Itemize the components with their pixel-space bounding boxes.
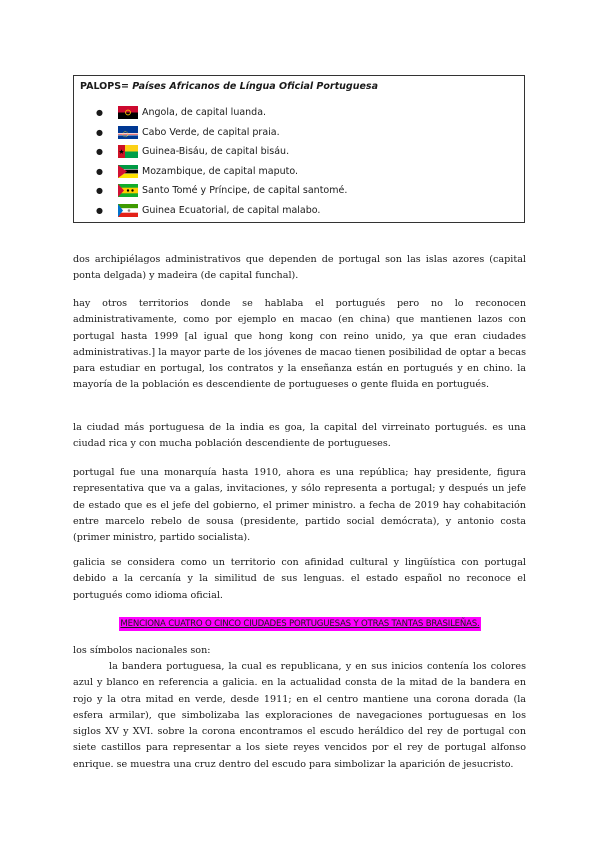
paragraph-galicia: galicia se considera como un territorio con afinidad cultural y lingüística con portugal debido a la cercanía y la similitud de sus lenguas. el estado español no reconoce el portugués como idioma oficial.	[73, 557, 526, 601]
country-list	[96, 103, 347, 220]
highlight-container	[85, 613, 515, 631]
paragraph-government: portugal fue una monarquía hasta 1910, ahora es una república; hay presidente, figura representativa que va a galas, invitaciones, y sólo representa a portugal; y después un jefe de estado que es el jefe del gobierno, el primer ministro. a fecha de 2019 hay cohabitación entre marcelo rebelo de sousa (presidente, partido social demócrata), y antonio costa (primer ministro, partido socialista).	[73, 467, 526, 544]
item-text: Guinea-Bisáu, de capital bisáu.	[142, 146, 290, 158]
box-title-rest: Países Africanos de Língua Oficial Portuguesa	[129, 81, 378, 92]
bullet-icon: ●	[96, 166, 103, 176]
item-text: Guinea Ecuatorial, de capital malabo.	[142, 204, 321, 216]
guinea-bissau-flag-icon	[118, 145, 138, 158]
sao-tome-flag-icon	[118, 184, 138, 197]
bullet-icon: ●	[96, 186, 103, 196]
list-item	[96, 103, 347, 123]
item-text: Cabo Verde, de capital praia.	[142, 126, 280, 138]
palops-box	[73, 75, 525, 223]
list-item	[96, 142, 347, 162]
mozambique-flag-icon	[118, 165, 138, 178]
item-text: Angola, de capital luanda.	[142, 107, 267, 119]
angola-flag-icon	[118, 106, 138, 119]
equatorial-guinea-flag-icon	[118, 204, 138, 217]
highlighted-task: MENCIONA CUATRO O CINCO CIUDADES PORTUGUESAS Y OTRAS TANTAS BRASILEÑAS.	[120, 619, 480, 629]
bullet-icon: ●	[96, 127, 103, 137]
cabo-verde-flag-icon	[118, 126, 138, 139]
item-text: Santo Tomé y Príncipe, de capital santomé.	[142, 185, 348, 197]
bullet-icon: ●	[96, 108, 103, 118]
box-title-prefix: PALOPS=	[80, 81, 129, 92]
item-text: Mozambique, de capital maputo.	[142, 165, 299, 177]
symbols-heading: los símbolos nacionales son:	[73, 645, 211, 656]
paragraph-goa: la ciudad más portuguesa de la india es goa, la capital del virreinato portugués. es una ciudad rica y con mucha población descendiente de portugueses.	[73, 422, 526, 450]
bullet-icon: ●	[96, 205, 103, 215]
bullet-icon: ●	[96, 147, 103, 157]
list-item	[96, 123, 347, 143]
list-item	[96, 181, 347, 201]
paragraph-archipelagos: dos archipiélagos administrativos que dependen de portugal son las islas azores (capital ponta delgada) y madeira (de capital funchal).	[73, 254, 526, 282]
list-item	[96, 201, 347, 221]
paragraph-symbols: la bandera portuguesa, la cual es republicana, y en sus inicios contenía los colores azul y blanco en referencia a galicia. en la actualidad consta de la mitad de la bandera en rojo y la otra mitad en verde, desde 1911; en el centro mantiene una corona dorada (la esfera armilar), que simbolizaba las exploraciones de navegaciones portuguesas en los siglos XV y XVI. sobre la corona encontramos el escudo heráldico del rey de portugal con siete castillos para representar a los siete reyes vencidos por el rey de portugal alfonso enrique. se muestra una cruz dentro del escudo para simbolizar la aparición de jesucristo.	[73, 661, 526, 770]
list-item	[96, 162, 347, 182]
paragraph-macao: hay otros territorios donde se hablaba el portugués pero no lo reconocen administrativamente, como por ejemplo en macao (en china) que mantienen lazos con portugal hasta 1999 [al igual que hong kong con reino unido, ya que eran ciudades administrativas.] la mayor parte de los jóvenes de macao tienen posibilidad de optar a becas para estudiar en portugal, los contratos y la enseñanza están en portugués y en chino. la mayoría de la población es descendiente de portugueses o gente fluida en portugués.	[73, 298, 526, 391]
box-title	[80, 81, 378, 92]
